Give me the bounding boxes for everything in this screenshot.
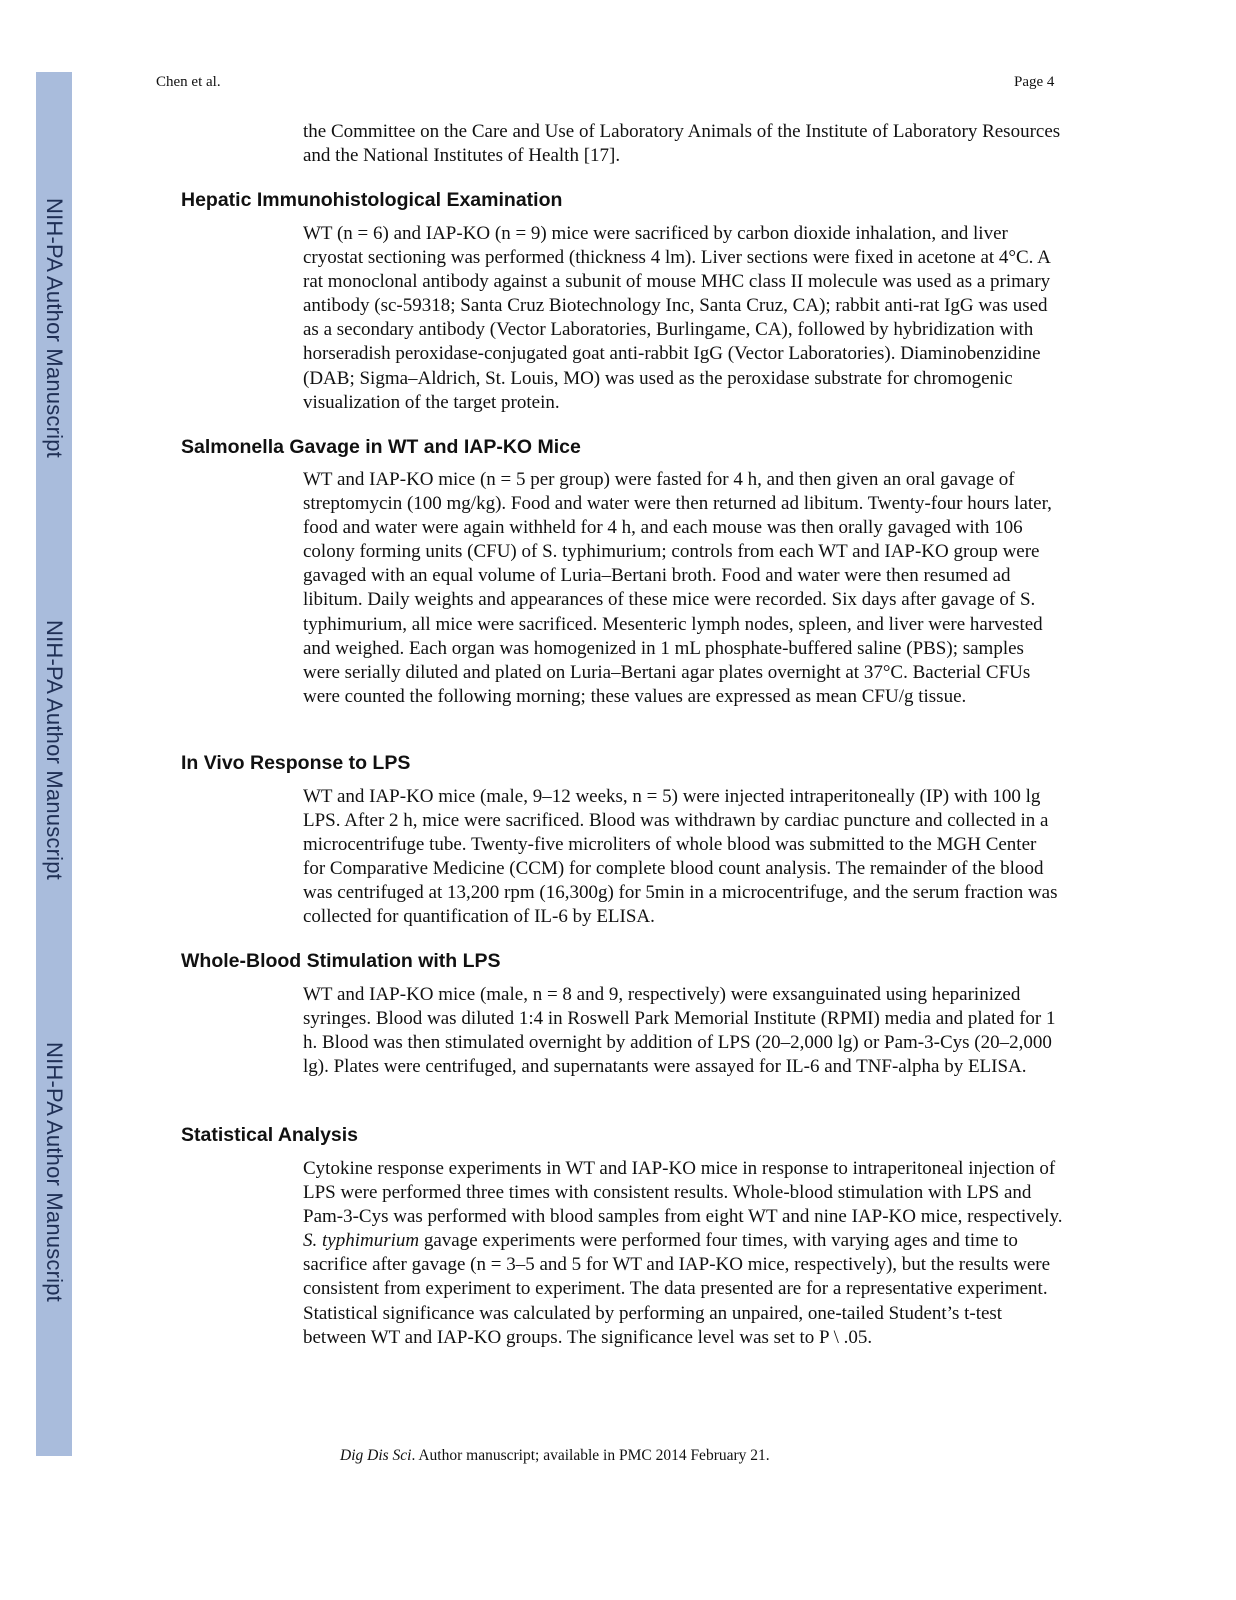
organism-name: S. typhimurium (303, 1230, 420, 1252)
section-heading-whole-blood: Whole-Blood Stimulation with LPS (181, 950, 501, 972)
footer-citation (340, 1447, 770, 1465)
section-heading-lps: In Vivo Response to LPS (181, 752, 411, 774)
footer-text: . Author manuscript; available in PMC 2014 February 21. (411, 1447, 770, 1464)
running-header-authors: Chen et al. (156, 74, 221, 90)
statistics-text-part: Cytokine response experiments in WT and IAP-KO mice in response to intraperitoneal injection of LPS were performed three times with consistent results. Whole-blood stimulation with LPS and Pam-3-Cys was performed with blood samples from eight WT and nine IAP-KO mice, respectively. (303, 1158, 1063, 1228)
journal-name: Dig Dis Sci (340, 1447, 412, 1464)
statistics-text-part: gavage experiments were performed four times, with varying ages and time to sacrifice after gavage (n = 3–5 and 5 for WT and IAP-KO mice, respectively), but the results were consistent from experiment to experiment. The data presented are for a representative experiment. Statistical significance was calculated by performing an unpaired, one-tailed Student’s t-test between WT and IAP-KO groups. The significance level was set to P \ .05. (303, 1230, 1051, 1348)
section-heading-statistics: Statistical Analysis (181, 1124, 359, 1146)
section-heading-hepatic: Hepatic Immunohistological Examination (181, 189, 563, 211)
sidebar-label: NIH-PA Author Manuscript (42, 1042, 67, 1302)
section-body-statistics (303, 1157, 1063, 1350)
manuscript-sidebar (36, 72, 72, 1456)
section-body-hepatic: WT (n = 6) and IAP-KO (n = 9) mice were sacrificed by carbon dioxide inhalation, and liver cryostat sectioning was performed (thickness 4 lm). Liver sections were fixed in acetone at 4°C. A rat monoclonal antibody against a subunit of mouse MHC class II molecule was used as a primary antibody (sc-59318; Santa Cruz Biotechnology Inc, Santa Cruz, CA); rabbit anti-rat IgG was used as a secondary antibody (Vector Laboratories, Burlingame, CA), followed by hybridization with horseradish peroxidase-conjugated goat anti-rabbit IgG (Vector Laboratories). Diaminobenzidine (DAB; Sigma–Aldrich, St. Louis, MO) was used as the peroxidase substrate for chromogenic visualization of the target protein. (303, 223, 1051, 413)
section-body-whole-blood: WT and IAP-KO mice (male, n = 8 and 9, respectively) were exsanguinated using heparinized syringes. Blood was diluted 1:4 in Roswell Park Memorial Institute (RPMI) media and plated for 1 h. Blood was then stimulated overnight by addition of LPS (20–2,000 lg) or Pam-3-Cys (20–2,000 lg). Plates were centrifuged, and supernatants were assayed for IL-6 and TNF-alpha by ELISA. (303, 984, 1056, 1078)
section-body-salmonella: WT and IAP-KO mice (n = 5 per group) were fasted for 4 h, and then given an oral gavage of streptomycin (100 mg/kg). Food and water were then returned ad libitum. Twenty-four hours later, food and water were again withheld for 4 h, and each mouse was then orally gavaged with 106 colony forming units (CFU) of S. typhimurium; controls from each WT and IAP-KO group were gavaged with an equal volume of Luria–Bertani broth. Food and water were then resumed ad libitum. Daily weights and appearances of these mice were recorded. Six days after gavage of S. typhimurium, all mice were sacrificed. Mesenteric lymph nodes, spleen, and liver were harvested and weighed. Each organ was homogenized in 1 mL phosphate-buffered saline (PBS); samples were serially diluted and plated on Luria–Bertani agar plates overnight at 37°C. Bacterial CFUs were counted the following morning; these values are expressed as mean CFU/g tissue. (303, 469, 1052, 707)
section-heading-salmonella: Salmonella Gavage in WT and IAP-KO Mice (181, 436, 581, 458)
page-number: Page 4 (1014, 74, 1055, 90)
intro-paragraph: the Committee on the Care and Use of Laboratory Animals of the Institute of Laboratory Resources and the National Institutes of Health [17]. (303, 121, 1061, 167)
section-body-lps: WT and IAP-KO mice (male, 9–12 weeks, n = 5) were injected intraperitoneally (IP) with 100 lg LPS. After 2 h, mice were sacrificed. Blood was withdrawn by cardiac puncture and collected in a microcentrifuge tube. Twenty-five microliters of whole blood was submitted to the MGH Center for Comparative Medicine (CCM) for complete blood count analysis. The remainder of the blood was centrifuged at 13,200 rpm (16,300g) for 5min in a microcentrifuge, and the serum fraction was collected for quantification of IL-6 by ELISA. (303, 786, 1058, 928)
sidebar-label: NIH-PA Author Manuscript (42, 620, 67, 880)
sidebar-label: NIH-PA Author Manuscript (42, 198, 67, 458)
